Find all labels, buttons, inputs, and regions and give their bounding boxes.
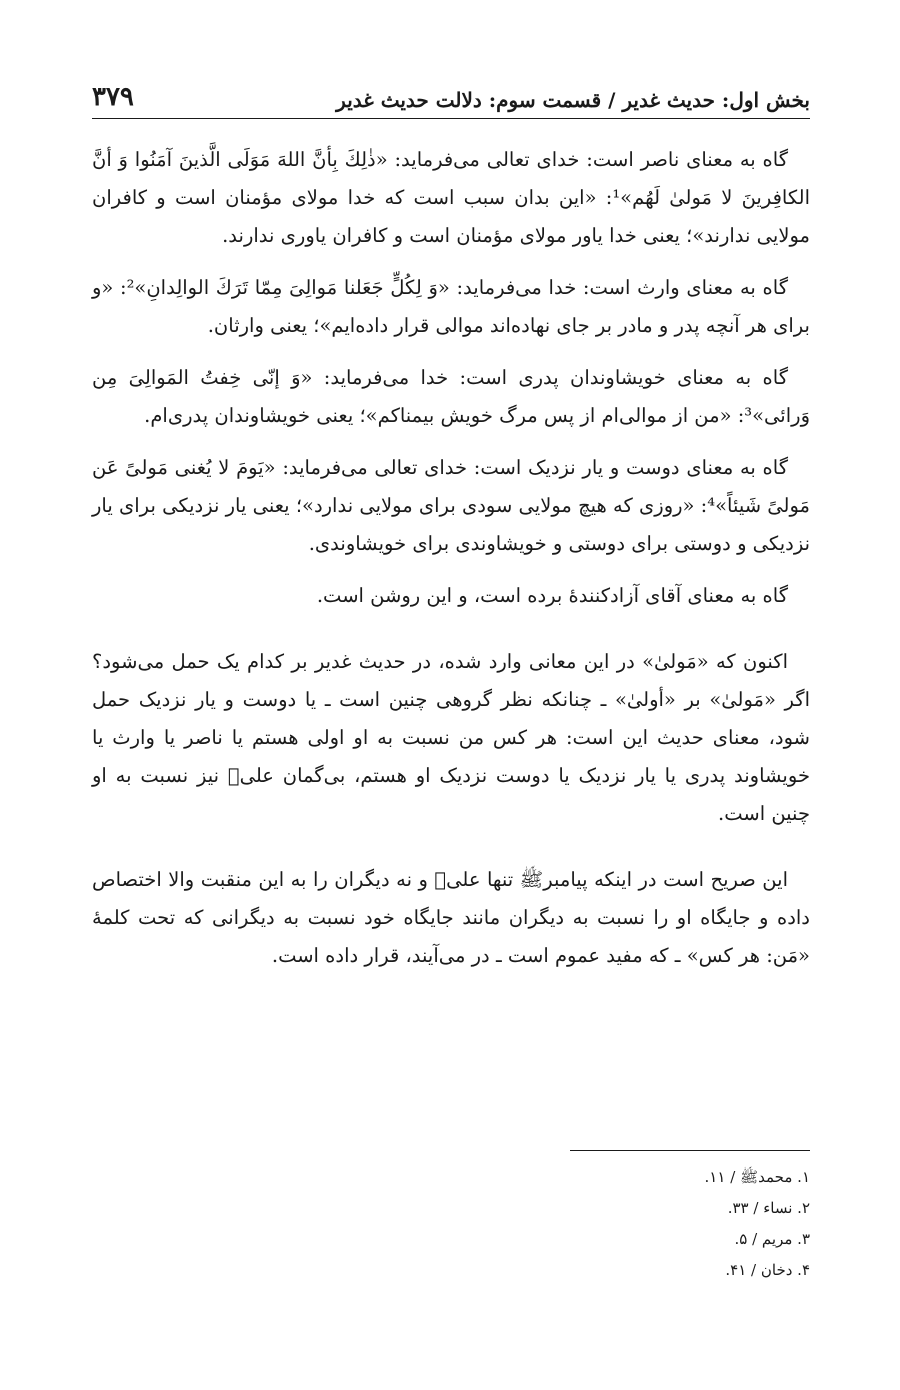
footnotes — [510, 1162, 810, 1286]
footnote-4: ۴. دخان / ۴۱. — [725, 1261, 810, 1279]
page-header — [92, 72, 810, 119]
running-title: بخش اول: حدیث غدیر / قسمت سوم: دلالت حدیث غدیر — [336, 88, 810, 112]
footnote-2: ۲. نساء / ۳۳. — [727, 1199, 810, 1217]
page-number: ۳۷۹ — [92, 82, 134, 112]
footnote-1: ۱. محمدﷺ / ۱۱. — [704, 1168, 810, 1186]
paragraph-kin: گاه به معنای خویشاوندان پدری است: خدا می‌فرماید: «وَ إنّی خِفتُ المَوالِیَ مِن وَرائی»³: «من از موالی‌ام از پس مرگ خویش بیمناکم»؛ یعنی خویشاوندان پدری‌ام. — [92, 366, 810, 427]
page-body — [92, 141, 810, 975]
paragraph-warith: گاه به معنای وارث است: خدا می‌فرماید: «وَ لِکُلٍّ جَعَلنا مَوالِیَ مِمّا تَرَكَ الوالِدانِ»²: «و برای هر آنچه پدر و مادر بر جای نهاده‌اند موالی قرار داده‌ایم»؛ یعنی وارثان. — [92, 276, 810, 337]
book-page — [92, 72, 810, 1372]
paragraph-friend: گاه به معنای دوست و یار نزدیک است: خدای تعالی می‌فرماید: «یَومَ لا یُغنی مَولیً عَن مَولیً شَیئاً»⁴: «روزی که هیچ مولایی سودی برای مولایی ندارد»؛ یعنی یار نزدیکی برای یار نزدیکی و دوستی برای دوستی و خویشاوندی برای خویشاوندی. — [92, 456, 810, 555]
footnote-3: ۳. مریم / ۵. — [734, 1230, 810, 1248]
footnote-divider — [570, 1150, 810, 1151]
paragraph-ghadir-meaning: اکنون که «مَولیٰ» در این معانی وارد شده، در حدیث غدیر بر کدام یک حمل می‌شود؟ اگر «مَولیٰ» بر «أولیٰ» ـ چنانکه نظر گروهی چنین است ـ یا دوست و یار نزدیک حمل شود، معنای حدیث این است: هر کس من نسبت به او اولی هستم یا ناصر یا وارث یا خویشاوند پدری یا یار نزدیک یا دوست نزدیک او هستم، بی‌گمان علی﷣ نیز نسبت به او چنین است. — [92, 650, 810, 825]
paragraph-master: گاه به معنای آقای آزادکنندهٔ برده است، و این روشن است. — [316, 584, 788, 607]
paragraph-conclusion: این صریح است در اینکه پیامبرﷺ تنها علی﷣ و نه دیگران را به این منقبت والا اختصاص داده و جایگاه او را نسبت به دیگران مانند جایگاه خود نسبت به دیگرانی که تحت کلمهٔ «مَن: هر کس» ـ که مفید عموم است ـ در می‌آیند، قرار داده است. — [92, 868, 810, 967]
paragraph-nasir: گاه به معنای ناصر است: خدای تعالی می‌فرماید: «ذٰلِكَ بِأنَّ اللهَ مَوَلَی الَّذینَ آمَنُوا وَ أنَّ الکافِرینَ لا مَولیٰ لَهُم»¹: «این بدان سبب است که خدا مولای مؤمنان است و کافران مولایی ندارند»؛ یعنی خدا یاور مولای مؤمنان است و کافران یاوری ندارند. — [92, 148, 810, 247]
